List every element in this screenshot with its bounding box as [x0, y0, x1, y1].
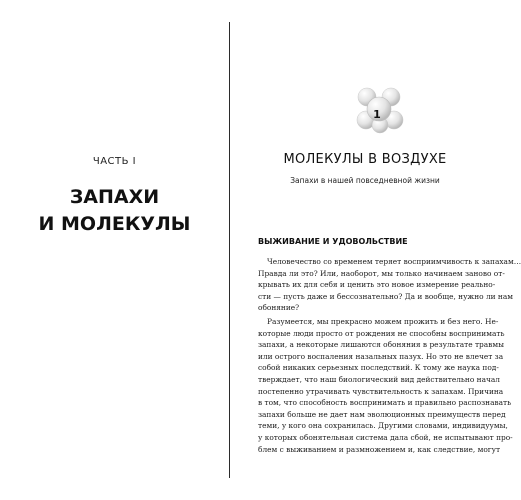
body-text — [258, 256, 521, 455]
body-line: обоняние? — [258, 303, 300, 313]
chapter-title: МОЛЕКУЛЫ В ВОЗДУХЕ — [283, 152, 447, 167]
chapter-subtitle: Запахи в нашей повседневной жизни — [290, 176, 440, 185]
section-heading: ВЫЖИВАНИЕ И УДОВОЛЬСТВИЕ — [258, 237, 408, 246]
body-line: у которых обонятельная система дала сбой, не испытывают про- — [258, 432, 513, 442]
body-line: в том, что способность воспринимать и правильно распознавать — [258, 398, 512, 408]
part-title-line: И МОЛЕКУЛЫ — [38, 213, 191, 235]
body-line: собой никаких серьезных последствий. К тому же наука под- — [258, 363, 499, 373]
body-line: или острого воспаления назальных пазух. Но это не влечет за — [258, 351, 504, 361]
body-line: теми, у кого она сохранилась. Другими словами, индивидуумы, — [258, 421, 508, 431]
body-line: Правда ли это? Или, наоборот, мы только начинаем заново от- — [258, 268, 505, 278]
body-line: сти — пусть даже и бессознательно? Да и вообще, нужно ли нам — [258, 291, 513, 301]
part-label: ЧАСТЬ I — [92, 156, 137, 167]
left-page — [0, 0, 229, 500]
body-line: запахи, а некоторые лишаются обоняния в результате травмы — [258, 340, 504, 350]
part-title — [0, 184, 229, 238]
body-line: запахи больше не дает нам эволюционных преимуществ перед — [258, 409, 506, 419]
body-line: крывать их для себя и ценить это новое измерение реально- — [258, 280, 496, 290]
body-line: Человечество со временем теряет восприимчивость к запахам… — [267, 257, 521, 266]
body-line: постепенно утрачивать чувствительность к запахам. Причина — [258, 386, 504, 396]
body-line: которые люди просто от рождения не способны воспринимать — [258, 328, 505, 338]
body-line: Разумеется, мы прекрасно можем прожить и без него. Не- — [267, 316, 499, 326]
body-line: тверждает, что наш биологический вид действительно начал — [258, 374, 500, 384]
chapter-number: 1 — [373, 108, 381, 121]
part-title-line: ЗАПАХИ — [69, 186, 160, 208]
body-line: блем с выживанием и размножением и, как следствие, могут — [258, 444, 501, 454]
